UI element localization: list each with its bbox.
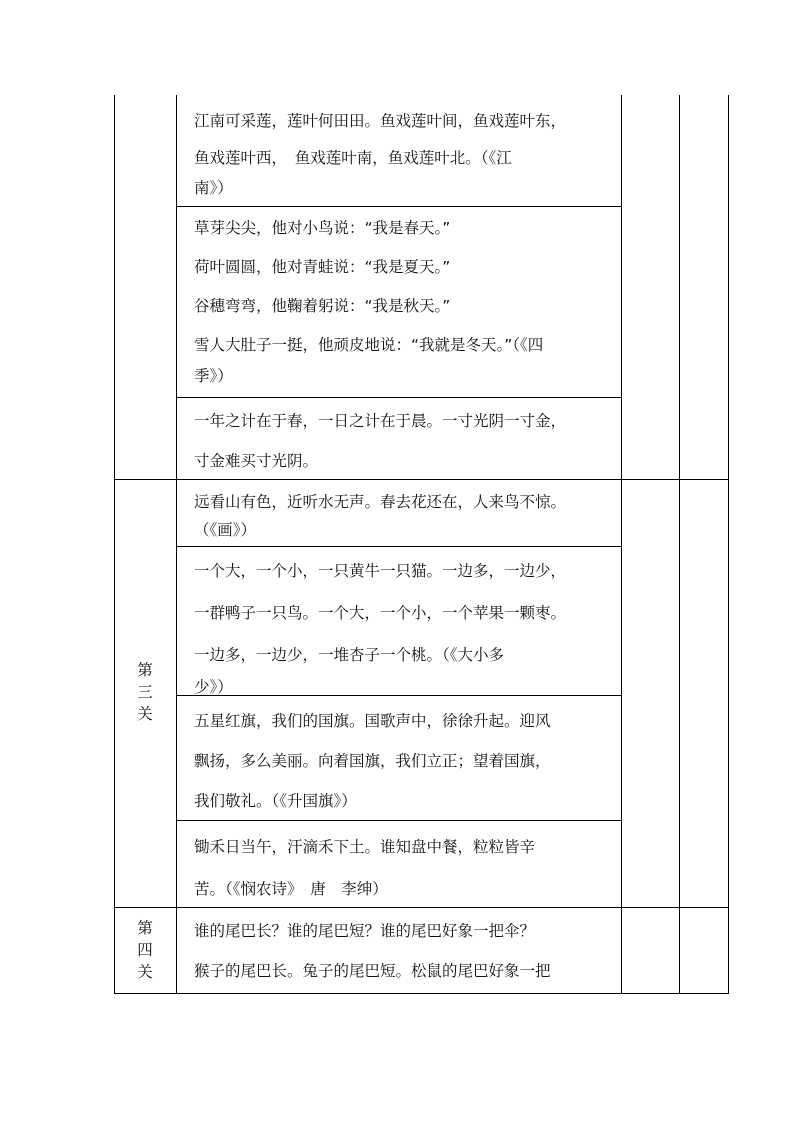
poem-cell-daxiao: 一个大，一个小，一只黄牛一只猫。一边多，一边少， 一群鸭子一只鸟。一个大，一个小，一个苹果一颗枣。 一边多，一边少，一堆杏子一个桃。（《大小多 少》） [194,562,567,696]
row-divider [176,397,622,398]
row-divider [176,546,622,547]
poem-cell-shengguoqi: 五星红旗，我们的国旗。国歌声中，徐徐升起。迎风 飘扬，多么美丽。向着国旗，我们立正；望着国旗， 我们敬礼。（《升国旗》） [194,712,551,810]
column-divider [176,95,177,994]
table-border-right [728,95,729,994]
poem-table [114,95,729,994]
table-border-left [114,95,115,994]
column-divider [679,95,680,994]
proverb-cell: 一年之计在于春，一日之计在于晨。一寸光阴一寸金， 寸金难买寸光阴。 [194,412,567,470]
poem-cell-siji: 草芽尖尖，他对小鸟说：“我是春天。” 荷叶圆圆，他对青蛙说：“我是夏天。” 谷穗弯弯，他鞠着躬说：“我是秋天。” 雪人大肚子一挺，他顽皮地说：“我就是冬天。”（《四 季》） [194,219,544,385]
column-divider [621,95,622,994]
poem-cell-hua: 远看山有色，近听水无声。春去花还在，人来鸟不惊。 （《画》） [194,493,567,539]
table-border-bottom [114,993,729,994]
row-divider [176,206,622,207]
poem-cell-weiba: 谁的尾巴长？谁的尾巴短？谁的尾巴好象一把伞？ 猴子的尾巴长。兔子的尾巴短。松鼠的尾巴好象一把 [194,922,551,980]
poem-cell-jiangnan: 江南可采莲，莲叶何田田。鱼戏莲叶间，鱼戏莲叶东， 鱼戏莲叶西， 鱼戏莲叶南，鱼戏莲叶北。（《江 南》） [194,112,567,197]
stage-label-3: 第 三 关 [137,661,153,723]
poem-cell-minnong: 锄禾日当午，汗滴禾下土。谁知盘中餐，粒粒皆辛 苦。（《悯农诗》 唐 李绅） [194,838,536,898]
stage-label-4: 第 四 关 [137,919,153,981]
